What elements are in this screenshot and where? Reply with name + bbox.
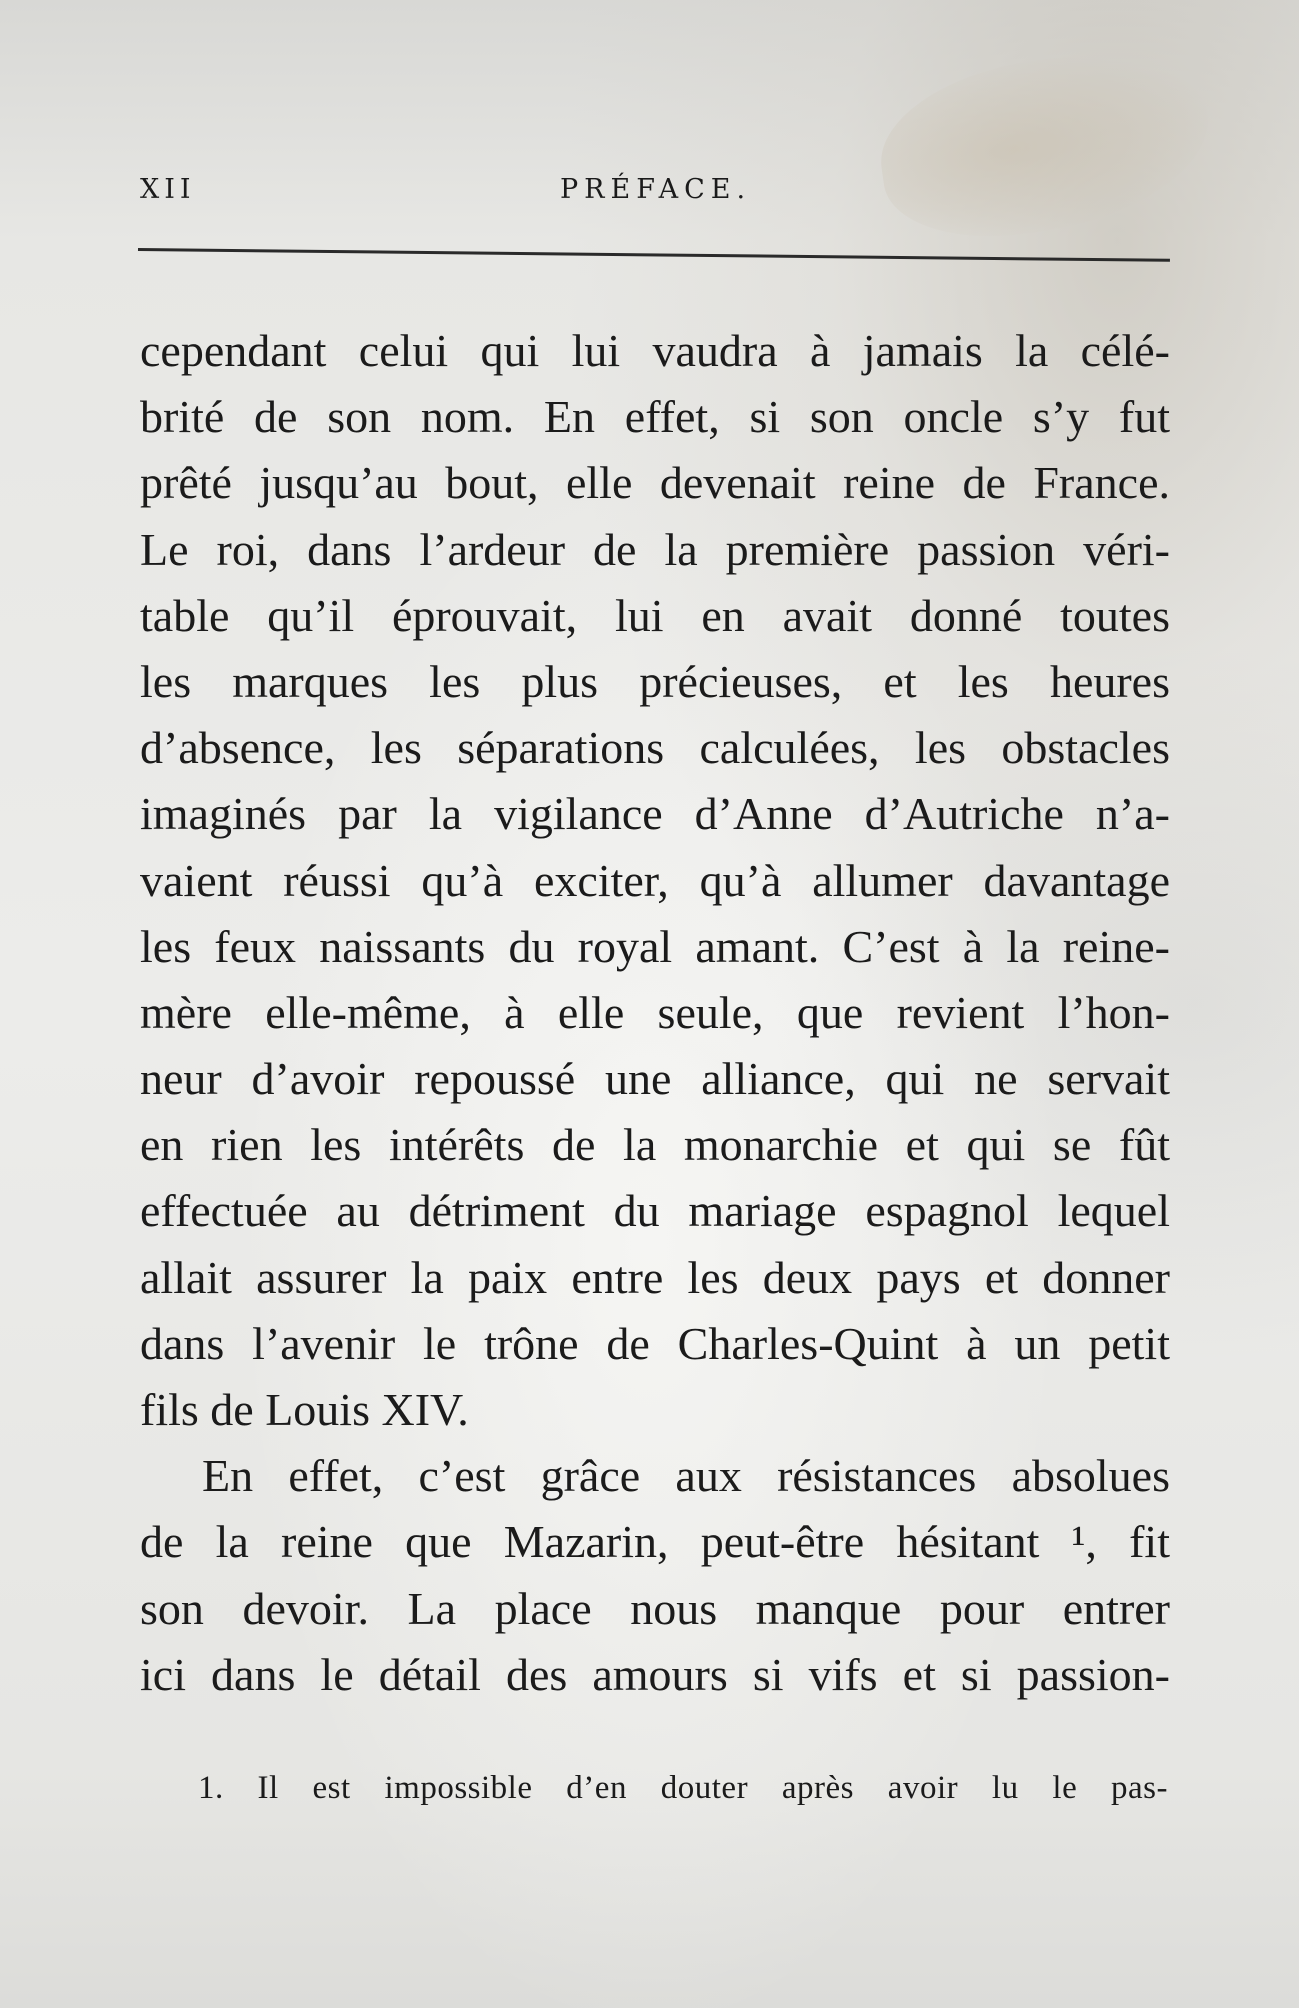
body-text: [140, 318, 1170, 1708]
text-line: en rien les intérêts de la monarchie et qui se fût: [140, 1119, 1170, 1171]
header-rule: [138, 248, 1170, 262]
running-header: [140, 170, 1170, 220]
text-line: prêté jusqu’au bout, elle devenait reine de France.: [140, 457, 1170, 509]
paragraph-first-line: En effet, c’est grâce aux résistances absolues: [202, 1450, 1170, 1502]
text-line: ici dans le détail des amours si vifs et si passion-: [140, 1648, 1170, 1700]
text-line: mère elle-même, à elle seule, que revient l’hon-: [140, 986, 1170, 1038]
page-number: XII: [140, 174, 196, 205]
text-line: de la reine que Mazarin, peut-être hésitant ¹, fit: [140, 1516, 1170, 1568]
text-line: vaient réussi qu’à exciter, qu’à allumer davantage: [140, 854, 1170, 906]
text-line: d’absence, les séparations calculées, les obstacles: [140, 722, 1170, 774]
text-line: les feux naissants du royal amant. C’est à la reine-: [140, 920, 1170, 972]
running-title: PRÉFACE.: [560, 174, 752, 205]
text-line: brité de son nom. En effet, si son oncle s’y fut: [140, 391, 1170, 443]
text-line: dans l’avenir le trône de Charles-Quint à un petit: [140, 1317, 1170, 1369]
text-line: fils de Louis XIV.: [140, 1384, 469, 1435]
footnote: 1. Il est impossible d’en douter après avoir lu le pas-: [198, 1770, 1168, 1806]
text-line: son devoir. La place nous manque pour entrer: [140, 1582, 1170, 1634]
text-line: allait assurer la paix entre les deux pays et donner: [140, 1251, 1170, 1303]
text-line: effectuée au détriment du mariage espagnol lequel: [140, 1185, 1170, 1237]
text-line: imaginés par la vigilance d’Anne d’Autriche n’a-: [140, 788, 1170, 840]
text-line: cependant celui qui lui vaudra à jamais la célé-: [140, 325, 1170, 376]
text-line: table qu’il éprouvait, lui en avait donné toutes: [140, 589, 1170, 641]
text-line: neur d’avoir repoussé une alliance, qui ne servait: [140, 1053, 1170, 1105]
text-line: les marques les plus précieuses, et les heures: [140, 655, 1170, 707]
text-line: Le roi, dans l’ardeur de la première passion véri-: [140, 523, 1170, 575]
